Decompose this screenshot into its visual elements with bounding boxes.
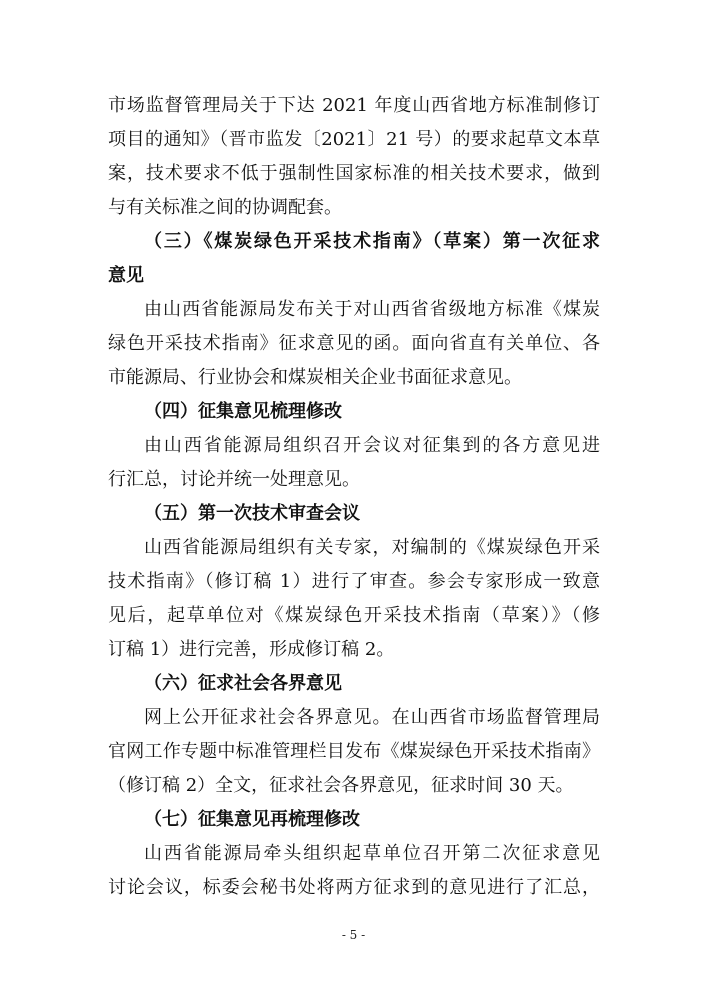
page-number: - 5 - (341, 928, 366, 942)
body-text-line: 与有关标准之间的协调配套。 (108, 197, 342, 218)
body-text-line: 见后，起草单位对《煤炭绿色开采技术指南（草案）》（修 (108, 605, 600, 626)
body-text-line: 由山西省能源局发布关于对山西省省级地方标准《煤炭 (144, 299, 600, 320)
body-text-line: 订稿 1）进行完善，形成修订稿 2。 (108, 639, 395, 660)
document-body (108, 89, 600, 905)
body-text-line: 绿色开采技术指南》征求意见的函。面向省直有关单位、各 (108, 333, 600, 354)
body-text-line: 案，技术要求不低于强制性国家标准的相关技术要求，做到 (108, 163, 600, 184)
body-text-line: 山西省能源局牵头组织起草单位召开第二次征求意见 (144, 843, 600, 864)
body-text-line: 讨论会议，标委会秘书处将两方征求到的意见进行了汇总， (108, 877, 600, 898)
body-text-line: 行汇总，讨论并统一处理意见。 (108, 469, 360, 490)
section-heading-six: （六）征求社会各界意见 (144, 673, 342, 694)
body-text-line: （修订稿 2）全文，征求社会各界意见，征求时间 30 天。 (108, 775, 574, 796)
body-text-line: 技术指南》（修订稿 1）进行了审查。参会专家形成一致意 (108, 571, 600, 592)
section-heading-four: （四）征集意见梳理修改 (144, 401, 342, 422)
body-text-line: 山西省能源局组织有关专家，对编制的《煤炭绿色开采 (144, 537, 600, 558)
body-text-line: 网上公开征求社会各界意见。在山西省市场监督管理局 (144, 707, 600, 728)
body-text-line: 项目的通知》（晋市监发〔2021〕21 号）的要求起草文本草 (108, 129, 600, 150)
section-heading-five: （五）第一次技术审查会议 (144, 503, 360, 524)
section-heading-three-continued: 意见 (108, 265, 144, 286)
section-heading-three: （三）《煤炭绿色开采技术指南》（草案）第一次征求 (144, 231, 600, 252)
body-text-line: 官网工作专题中标准管理栏目发布《煤炭绿色开采技术指南》 (108, 741, 600, 762)
section-heading-seven: （七）征集意见再梳理修改 (144, 809, 360, 830)
body-text-line: 市场监督管理局关于下达 2021 年度山西省地方标准制修订 (108, 95, 600, 116)
body-text-line: 由山西省能源局组织召开会议对征集到的各方意见进 (144, 435, 600, 456)
body-text-line: 市能源局、行业协会和煤炭相关企业书面征求意见。 (108, 367, 522, 388)
